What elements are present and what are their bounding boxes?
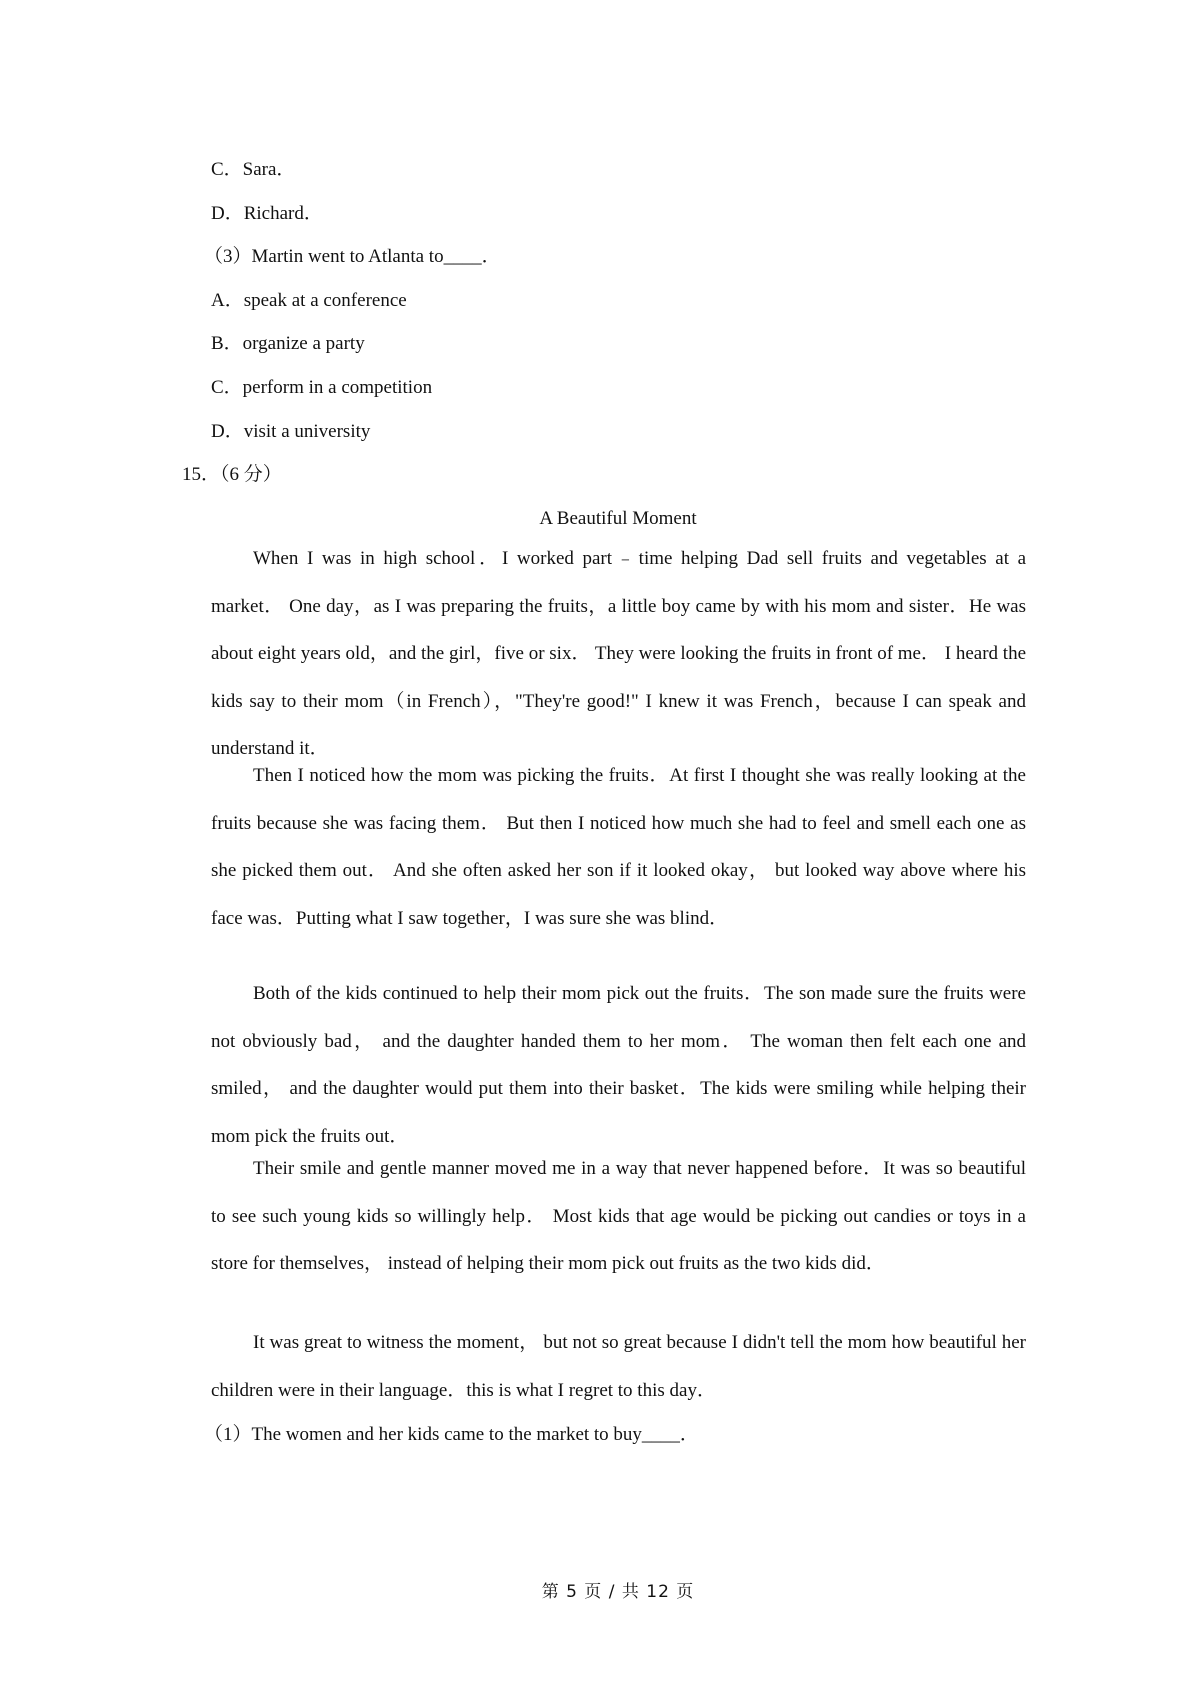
page-footer: 第 5 页 / 共 12 页	[541, 1582, 695, 1602]
passage-title: A Beautiful Moment	[539, 508, 697, 529]
option-d-richard: D．Richard．	[211, 203, 323, 224]
option-b: B．organize a party	[211, 333, 365, 354]
option-d: D．visit a university	[211, 421, 371, 442]
option-c: C．perform in a competition	[211, 377, 433, 398]
passage-paragraph-1: When I was in high school．I worked part﹣time helping Dad sell fruits and vegetables at a market． One day，as I was preparing the fruits，a little boy came by with his mom and sister．He was about eight years old，and the girl，five or six． They were looking the fruits in front of me． I heard the kids say to their mom（in French），"They're good!" I knew it was French，because I can speak and understand it．	[211, 548, 1026, 759]
option-c-sara: C．Sara．	[211, 159, 296, 180]
question-15-number: 15．（6 分）	[182, 464, 282, 485]
passage-paragraph-5: It was great to witness the moment， but not so great because I didn't tell the mom how beautiful her children were in their language．this is what I regret to this day．	[211, 1332, 1026, 1401]
question-15-1-stem: （1）The women and her kids came to the market to buy____．	[204, 1424, 699, 1445]
passage-paragraph-2: Then I noticed how the mom was picking the fruits．At first I thought she was really looking at the fruits because she was facing them． But then I noticed how much she had to feel and smell each one as she picked them out． And she often asked her son if it looked okay， but looked way above where his face was．Putting what I saw together，I was sure she was blind．	[211, 765, 1026, 929]
question-14-3-stem: （3）Martin went to Atlanta to____．	[204, 246, 501, 267]
passage-paragraph-3: Both of the kids continued to help their mom pick out the fruits．The son made sure the fruits were not obviously bad， and the daughter handed them to her mom． The woman then felt each one and smiled， and the daughter would put them into their basket．The kids were smiling while helping their mom pick the fruits out．	[211, 983, 1026, 1147]
option-a: A．speak at a conference	[211, 290, 407, 311]
passage-paragraph-4: Their smile and gentle manner moved me in a way that never happened before．It was so beautiful to see such young kids so willingly help． Most kids that age would be picking out candies or toys in a store for themselves， instead of helping their mom pick out fruits as the two kids did．	[211, 1158, 1026, 1274]
